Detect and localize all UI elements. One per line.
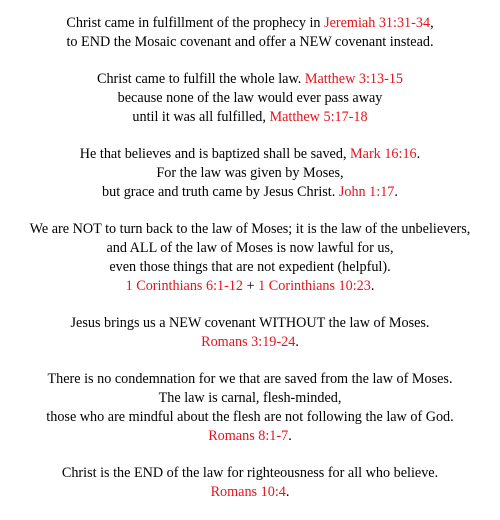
document-body [0,14,500,520]
text-line [0,70,500,89]
text-line [0,89,500,108]
line-text: even those things that are not expedient (helpful). [109,259,391,275]
line-text: but grace and truth came by Jesus Christ. [102,184,339,200]
scripture-reference: Romans 10:4 [210,484,286,500]
line-joiner: + [243,278,259,294]
line-text: to END the Mosaic covenant and offer a NEW covenant instead. [66,34,434,50]
line-punctuation: . [370,278,375,294]
scripture-reference: John 1:17 [338,184,395,200]
paragraph-mark-john [0,145,500,202]
scripture-reference: Mark 16:16 [350,146,417,162]
text-line [0,258,500,277]
scripture-reference: Matthew 5:17-18 [269,109,368,125]
line-text: We are NOT to turn back to the law of Moses; it is the law of the unbelievers, [29,221,471,237]
scripture-reference: Romans 3:19-24 [201,334,296,350]
text-line [0,389,500,408]
line-text: Christ is the END of the law for righteousness for all who believe. [61,465,439,481]
line-punctuation: . [394,184,398,200]
line-punctuation: , [430,15,434,31]
text-line [0,333,500,352]
line-punctuation: . [288,428,292,444]
text-line [0,408,500,427]
text-line [0,220,500,239]
text-line [0,427,500,446]
line-text: For the law was given by Moses, [156,165,344,181]
text-line [0,277,500,296]
line-text: because none of the law would ever pass away [117,90,383,106]
scripture-reference: Jeremiah 31:31-34 [324,15,431,31]
text-line [0,33,500,52]
line-punctuation: . [285,484,290,500]
paragraph-jeremiah [0,14,500,52]
text-line [0,164,500,183]
line-text: and ALL of the law of Moses is now lawful for us, [106,240,394,256]
paragraph-romans-3 [0,314,500,352]
line-text: those who are mindful about the flesh are not following the law of God. [46,409,454,425]
paragraph-romans-10 [0,464,500,502]
text-line [0,370,500,389]
scripture-reference: Matthew 3:13-15 [304,71,404,87]
line-text: Christ came in fulfillment of the prophecy in [66,15,325,31]
scripture-reference: 1 Corinthians 10:23 [258,278,371,294]
line-text: Jesus brings us a NEW covenant WITHOUT the law of Moses. [70,315,430,331]
paragraph-romans-8 [0,370,500,446]
line-text: He that believes and is baptized shall be saved, [79,146,351,162]
text-line [0,464,500,483]
text-line [0,108,500,127]
line-punctuation: . [416,146,421,162]
scripture-reference: Romans 8:1-7 [208,428,289,444]
scripture-reference: 1 Corinthians 6:1-12 [125,278,244,294]
line-text: Christ came to fulfill the whole law. [96,71,305,87]
line-text: until it was all fulfilled, [132,109,270,125]
text-line [0,239,500,258]
text-line [0,14,500,33]
text-line [0,145,500,164]
line-punctuation: . [295,334,299,350]
line-text: The law is carnal, flesh-minded, [158,390,342,406]
text-line [0,183,500,202]
line-text: There is no condemnation for we that are saved from the law of Moses. [47,371,453,387]
text-line [0,483,500,502]
paragraph-corinthians [0,220,500,296]
text-line [0,314,500,333]
paragraph-matthew [0,70,500,127]
